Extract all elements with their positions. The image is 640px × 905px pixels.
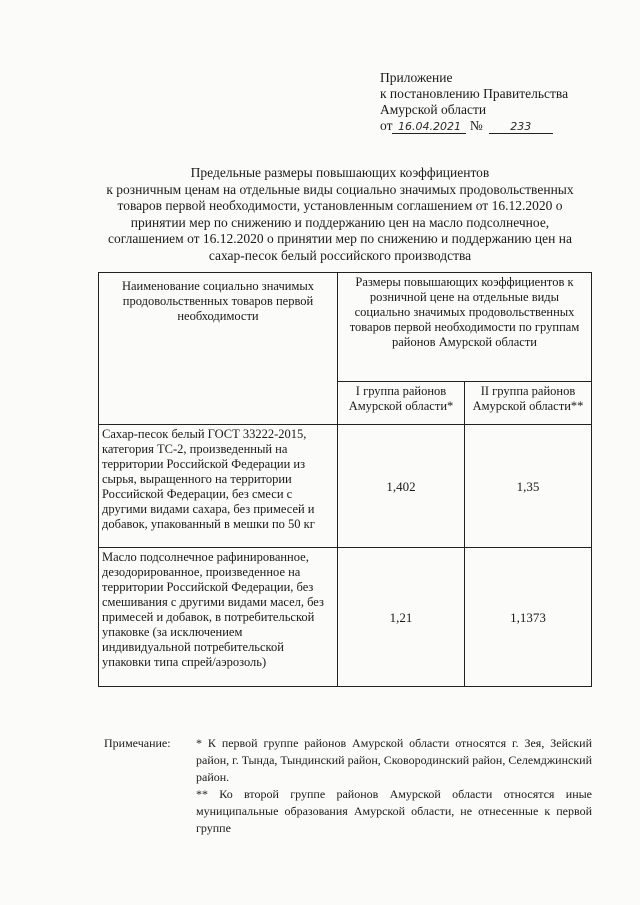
title-line: Предельные размеры повышающих коэффициентов — [190, 165, 490, 180]
from-prefix: от — [380, 118, 393, 133]
approval-header — [380, 70, 610, 134]
notes-label: Примечание: — [104, 736, 171, 750]
note-group2: ** Ко второй группе районов Амурской области относятся иные муниципальные образования Амурской области, не отнесенные к первой группе — [196, 787, 592, 835]
document-title — [80, 165, 600, 264]
group2-value: 1,35 — [465, 425, 592, 548]
appendix-label: Приложение — [380, 70, 453, 85]
note-group1: * К первой группе районов Амурской области относятся г. Зея, Зейский район, г. Тында, Тындинский район, Сковородинский район, Селемджинский район. — [196, 736, 592, 784]
product-name-header: Наименование социально значимых продовольственных товаров первой необходимости — [99, 273, 338, 425]
table-row — [99, 548, 592, 687]
title-line: соглашением от 16.12.2020 о принятии мер по снижению и поддержанию цен на — [108, 231, 572, 246]
product-name-sugar: Сахар-песок белый ГОСТ 33222-2015, категория ТС-2, произведенный на территории Российской Федерации из сырья, выращенного на территории Российской Федерации, без смеси с другими видами сахара, без примесей и добавок, упакованный в мешки по 50 кг — [99, 425, 338, 548]
coefficients-table — [98, 272, 592, 687]
title-line: к розничным ценам на отдельные виды социально значимых продовольственных — [106, 181, 574, 197]
number-sign: № — [469, 118, 483, 133]
notes-body — [196, 735, 592, 837]
product-name-oil: Масло подсолнечное рафинированное, дезодорированное, произведенное на территории Российской Федерации, без смешивания с другими видами масел, без примесей и добавок, в потребительской упаковке (за исключением индивидуальной потребительской упаковки типа спрей/аэрозоль) — [99, 548, 338, 687]
group2-value: 1,1373 — [465, 548, 592, 687]
ordinance-number: 233 — [489, 120, 553, 134]
title-line: сахар-песок белый российского производства — [208, 247, 472, 263]
group1-value: 1,402 — [338, 425, 465, 548]
ordinance-date: 16.04.2021 — [392, 120, 466, 134]
group1-header: I группа районов Амурской области* — [338, 382, 465, 425]
ordinance-reference: к постановлению Правительства — [380, 86, 569, 101]
region-name: Амурской области — [380, 102, 487, 117]
group2-header: II группа районов Амурской области** — [465, 382, 592, 425]
table-row — [99, 425, 592, 548]
table-header-row — [99, 273, 592, 382]
group1-value: 1,21 — [338, 548, 465, 687]
coefficient-sizes-header: Размеры повышающих коэффициентов к розничной цене на отдельные виды социально значимых продовольственных товаров первой необходимости по группам районов Амурской области — [338, 273, 592, 382]
title-line: принятии мер по снижению и поддержанию цен на масло подсолнечное, — [130, 214, 550, 230]
ordinance-date-number — [380, 118, 610, 134]
title-line: товаров первой необходимости, установленным соглашением от 16.12.2020 о — [117, 198, 563, 213]
